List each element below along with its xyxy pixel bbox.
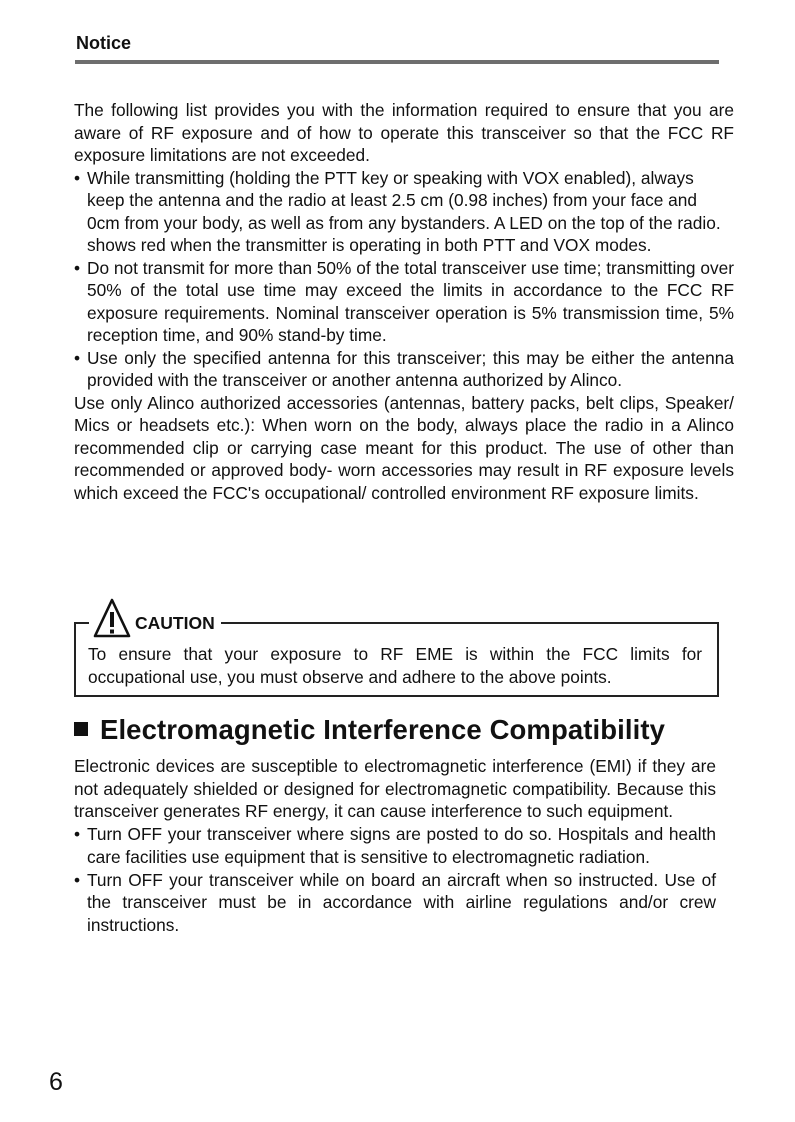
bullet-marker: • — [74, 257, 81, 278]
section-title — [74, 714, 665, 746]
list-item — [74, 257, 734, 347]
list-item — [74, 823, 716, 868]
list-item-text: Do not transmit for more than 50% of the total transceiver use time; transmitting over 50% of the total use time may exceed the limits in accordance to the FCC RF exposure requirements. Nominal transceiver operation is 5% transmission time, 5% reception time, and 90% stand-by time. — [87, 257, 734, 345]
caution-text: To ensure that your exposure to RF EME is within the FCC limits for occupational use, you must observe and adhere to the above points. — [88, 644, 702, 687]
square-bullet-icon — [74, 722, 88, 736]
bullet-marker: • — [74, 347, 81, 368]
list-item-continuation: shows red when the transmitter is operating in both PTT and VOX modes. — [87, 235, 652, 255]
list-item-text: Turn OFF your transceiver while on board an aircraft when so instructed. Use of the transceiver must be in accordance with airline regulations and/or crew instructions. — [87, 869, 716, 935]
section-title-text: Electromagnetic Interference Compatibility — [100, 714, 666, 745]
bullet-marker: • — [74, 167, 81, 188]
page-header-title: Notice — [76, 33, 132, 53]
list-item-text: Turn OFF your transceiver where signs are posted to do so. Hospitals and health care facilities use equipment that is sensitive to electromagnetic radiation. — [87, 824, 716, 867]
bullet-marker: • — [74, 869, 81, 890]
page-number: 6 — [49, 1068, 63, 1096]
emi-intro: Electronic devices are susceptible to electromagnetic interference (EMI) if they are not adequately shielded or designed for electromagnetic compatibility. Because this transceiver generates RF energy, it can cause interference to such equipment. — [74, 756, 716, 822]
accessories-paragraph: Use only Alinco authorized accessories (antennas, battery packs, belt clips, Speaker/ Mics or headsets etc.): When worn on the body, always place the radio in a Alinco recommended clip or carrying case meant for this product. The use of other than recommended or approved body- worn accessories may result in RF exposure levels which exceed the FCC's occupational/ controlled environment RF exposure limits. — [74, 392, 734, 503]
bullet-marker: • — [74, 824, 81, 845]
caution-header — [89, 596, 221, 640]
header-divider — [75, 60, 719, 64]
emi-section — [74, 755, 716, 937]
list-item-text: Use only the specified antenna for this transceiver; this may be either the antenna provided with the transceiver or another antenna authorized by Alinco. — [87, 347, 734, 390]
list-item — [74, 347, 734, 392]
list-item-text: While transmitting (holding the PTT key or speaking with VOX enabled), always keep the antenna and the radio at least 2.5 cm (0.98 inches) from your face and 0cm from your body, as well as from any bystanders. A LED on the top of the radio. — [87, 167, 721, 233]
caution-label: CAUTION — [135, 612, 215, 633]
warning-triangle-icon — [93, 597, 131, 639]
rf-exposure-section — [74, 99, 734, 504]
list-item — [74, 167, 734, 257]
list-item — [74, 869, 716, 937]
rf-exposure-intro: The following list provides you with the information required to ensure that you are aware of RF exposure and of how to operate this transceiver so that the FCC RF exposure limitations are not exceeded. — [74, 100, 734, 165]
